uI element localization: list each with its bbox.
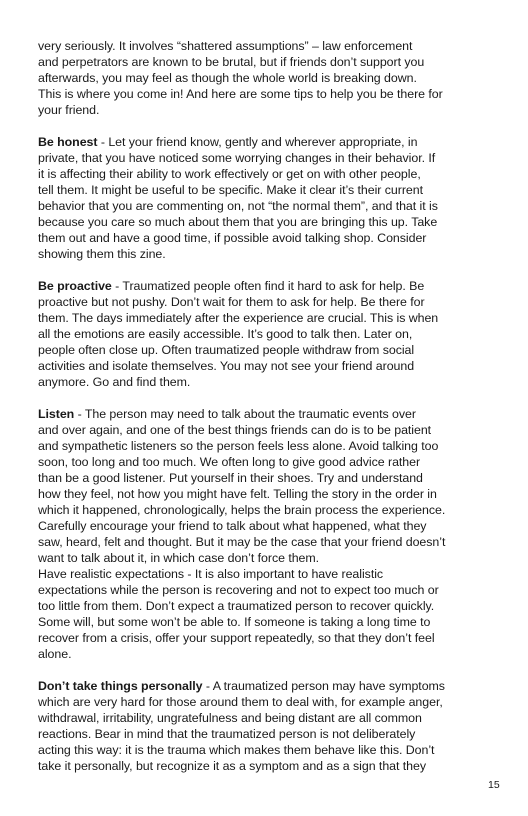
text-line: and sympathetic listeners so the person feels less alone. Avoid talking too bbox=[38, 439, 439, 453]
section-listen bbox=[38, 406, 498, 566]
intro-paragraph bbox=[38, 38, 498, 118]
text-line: reactions. Bear in mind that the traumatized person is not deliberately bbox=[38, 727, 416, 741]
text-line: acting this way: it is the trauma which makes them behave like this. Don’t bbox=[38, 743, 435, 757]
text-line bbox=[38, 278, 498, 294]
text-line: showing them this zine. bbox=[38, 247, 166, 261]
section-be-honest bbox=[38, 134, 498, 262]
text-line: take it personally, but recognize it as a symptom and as a sign that they bbox=[38, 759, 427, 773]
text-line: which it happened, chronologically, helps the brain process the experience. bbox=[38, 503, 446, 517]
text-line: afterwards, you may feel as though the whole world is breaking down. bbox=[38, 71, 417, 85]
text-line: them. The days immediately after the experience are crucial. This is when bbox=[38, 311, 439, 325]
first-line-text: - Traumatized people often find it hard to ask for help. Be bbox=[111, 279, 425, 293]
text-line bbox=[38, 134, 498, 150]
text-line: expectations while the person is recovering and not to expect too much or bbox=[38, 583, 439, 597]
text-line: too little from them. Don’t expect a traumatized person to recover quickly. bbox=[38, 599, 435, 613]
text-line: Some will, but some won’t be able to. If someone is taking a long time to bbox=[38, 615, 431, 629]
text-line: your friend. bbox=[38, 103, 100, 117]
page-body bbox=[38, 38, 498, 774]
text-line: alone. bbox=[38, 647, 72, 661]
text-line: Carefully encourage your friend to talk about what happened, what they bbox=[38, 519, 427, 533]
text-line: activities and isolate themselves. You may not see your friend around bbox=[38, 359, 415, 373]
first-line-text: - The person may need to talk about the traumatic events over bbox=[74, 407, 416, 421]
text-line: Have realistic expectations - It is also important to have realistic bbox=[38, 567, 384, 581]
text-line: withdrawal, irritability, ungratefulness and being distant are all common bbox=[38, 711, 422, 725]
text-line: very seriously. It involves “shattered assumptions” – law enforcement bbox=[38, 39, 413, 53]
section-heading: Listen bbox=[38, 407, 75, 421]
text-line: soon, too long and too much. We often long to give good advice rather bbox=[38, 455, 421, 469]
section-heading: Be honest bbox=[38, 135, 98, 149]
text-line: because you care so much about them that you are bringing this up. Take bbox=[38, 215, 438, 229]
text-line: and perpetrators are known to be brutal, but if friends don’t support you bbox=[38, 55, 425, 69]
section-heading: Don’t take things personally bbox=[38, 679, 203, 693]
text-line: proactive but not pushy. Don’t wait for them to ask for help. Be there for bbox=[38, 295, 425, 309]
text-line: want to talk about it, in which case don’t force them. bbox=[38, 551, 320, 565]
text-line: private, that you have noticed some worrying changes in their behavior. If bbox=[38, 151, 436, 165]
text-line: tell them. It might be useful to be specific. Make it clear it’s their current bbox=[38, 183, 423, 197]
section-realistic-expectations bbox=[38, 566, 498, 662]
page-number: 15 bbox=[488, 779, 500, 791]
text-line: This is where you come in! And here are some tips to help you be there for bbox=[38, 87, 443, 101]
text-line: behavior that you are commenting on, not “the normal them”, and that it is bbox=[38, 199, 438, 213]
section-be-proactive bbox=[38, 278, 498, 390]
text-line: and over again, and one of the best things friends can do is to be patient bbox=[38, 423, 432, 437]
text-line: saw, heard, felt and thought. But it may be the case that your friend doesn’t bbox=[38, 535, 446, 549]
text-line bbox=[38, 406, 498, 422]
text-line: all the emotions are easily accessible. It’s good to talk then. Later on, bbox=[38, 327, 413, 341]
text-line: anymore. Go and find them. bbox=[38, 375, 191, 389]
text-line: which are very hard for those around them to deal with, for example anger, bbox=[38, 695, 443, 709]
first-line-text: - A traumatized person may have symptoms bbox=[202, 679, 445, 693]
section-heading: Be proactive bbox=[38, 279, 112, 293]
text-line: people often close up. Often traumatized people withdraw from social bbox=[38, 343, 415, 357]
text-line: how they feel, not how you might have felt. Telling the story in the order in bbox=[38, 487, 437, 501]
text-line: recover from a crisis, offer your support repeatedly, so that they don’t feel bbox=[38, 631, 435, 645]
text-line: than be a good listener. Put yourself in their shoes. Try and understand bbox=[38, 471, 423, 485]
text-line: them out and have a good time, if possible avoid talking shop. Consider bbox=[38, 231, 427, 245]
section-dont-take-things-personally bbox=[38, 678, 498, 774]
first-line-text: - Let your friend know, gently and wherever appropriate, in bbox=[97, 135, 418, 149]
text-line bbox=[38, 678, 498, 694]
text-line: it is affecting their ability to work effectively or get on with other people, bbox=[38, 167, 421, 181]
